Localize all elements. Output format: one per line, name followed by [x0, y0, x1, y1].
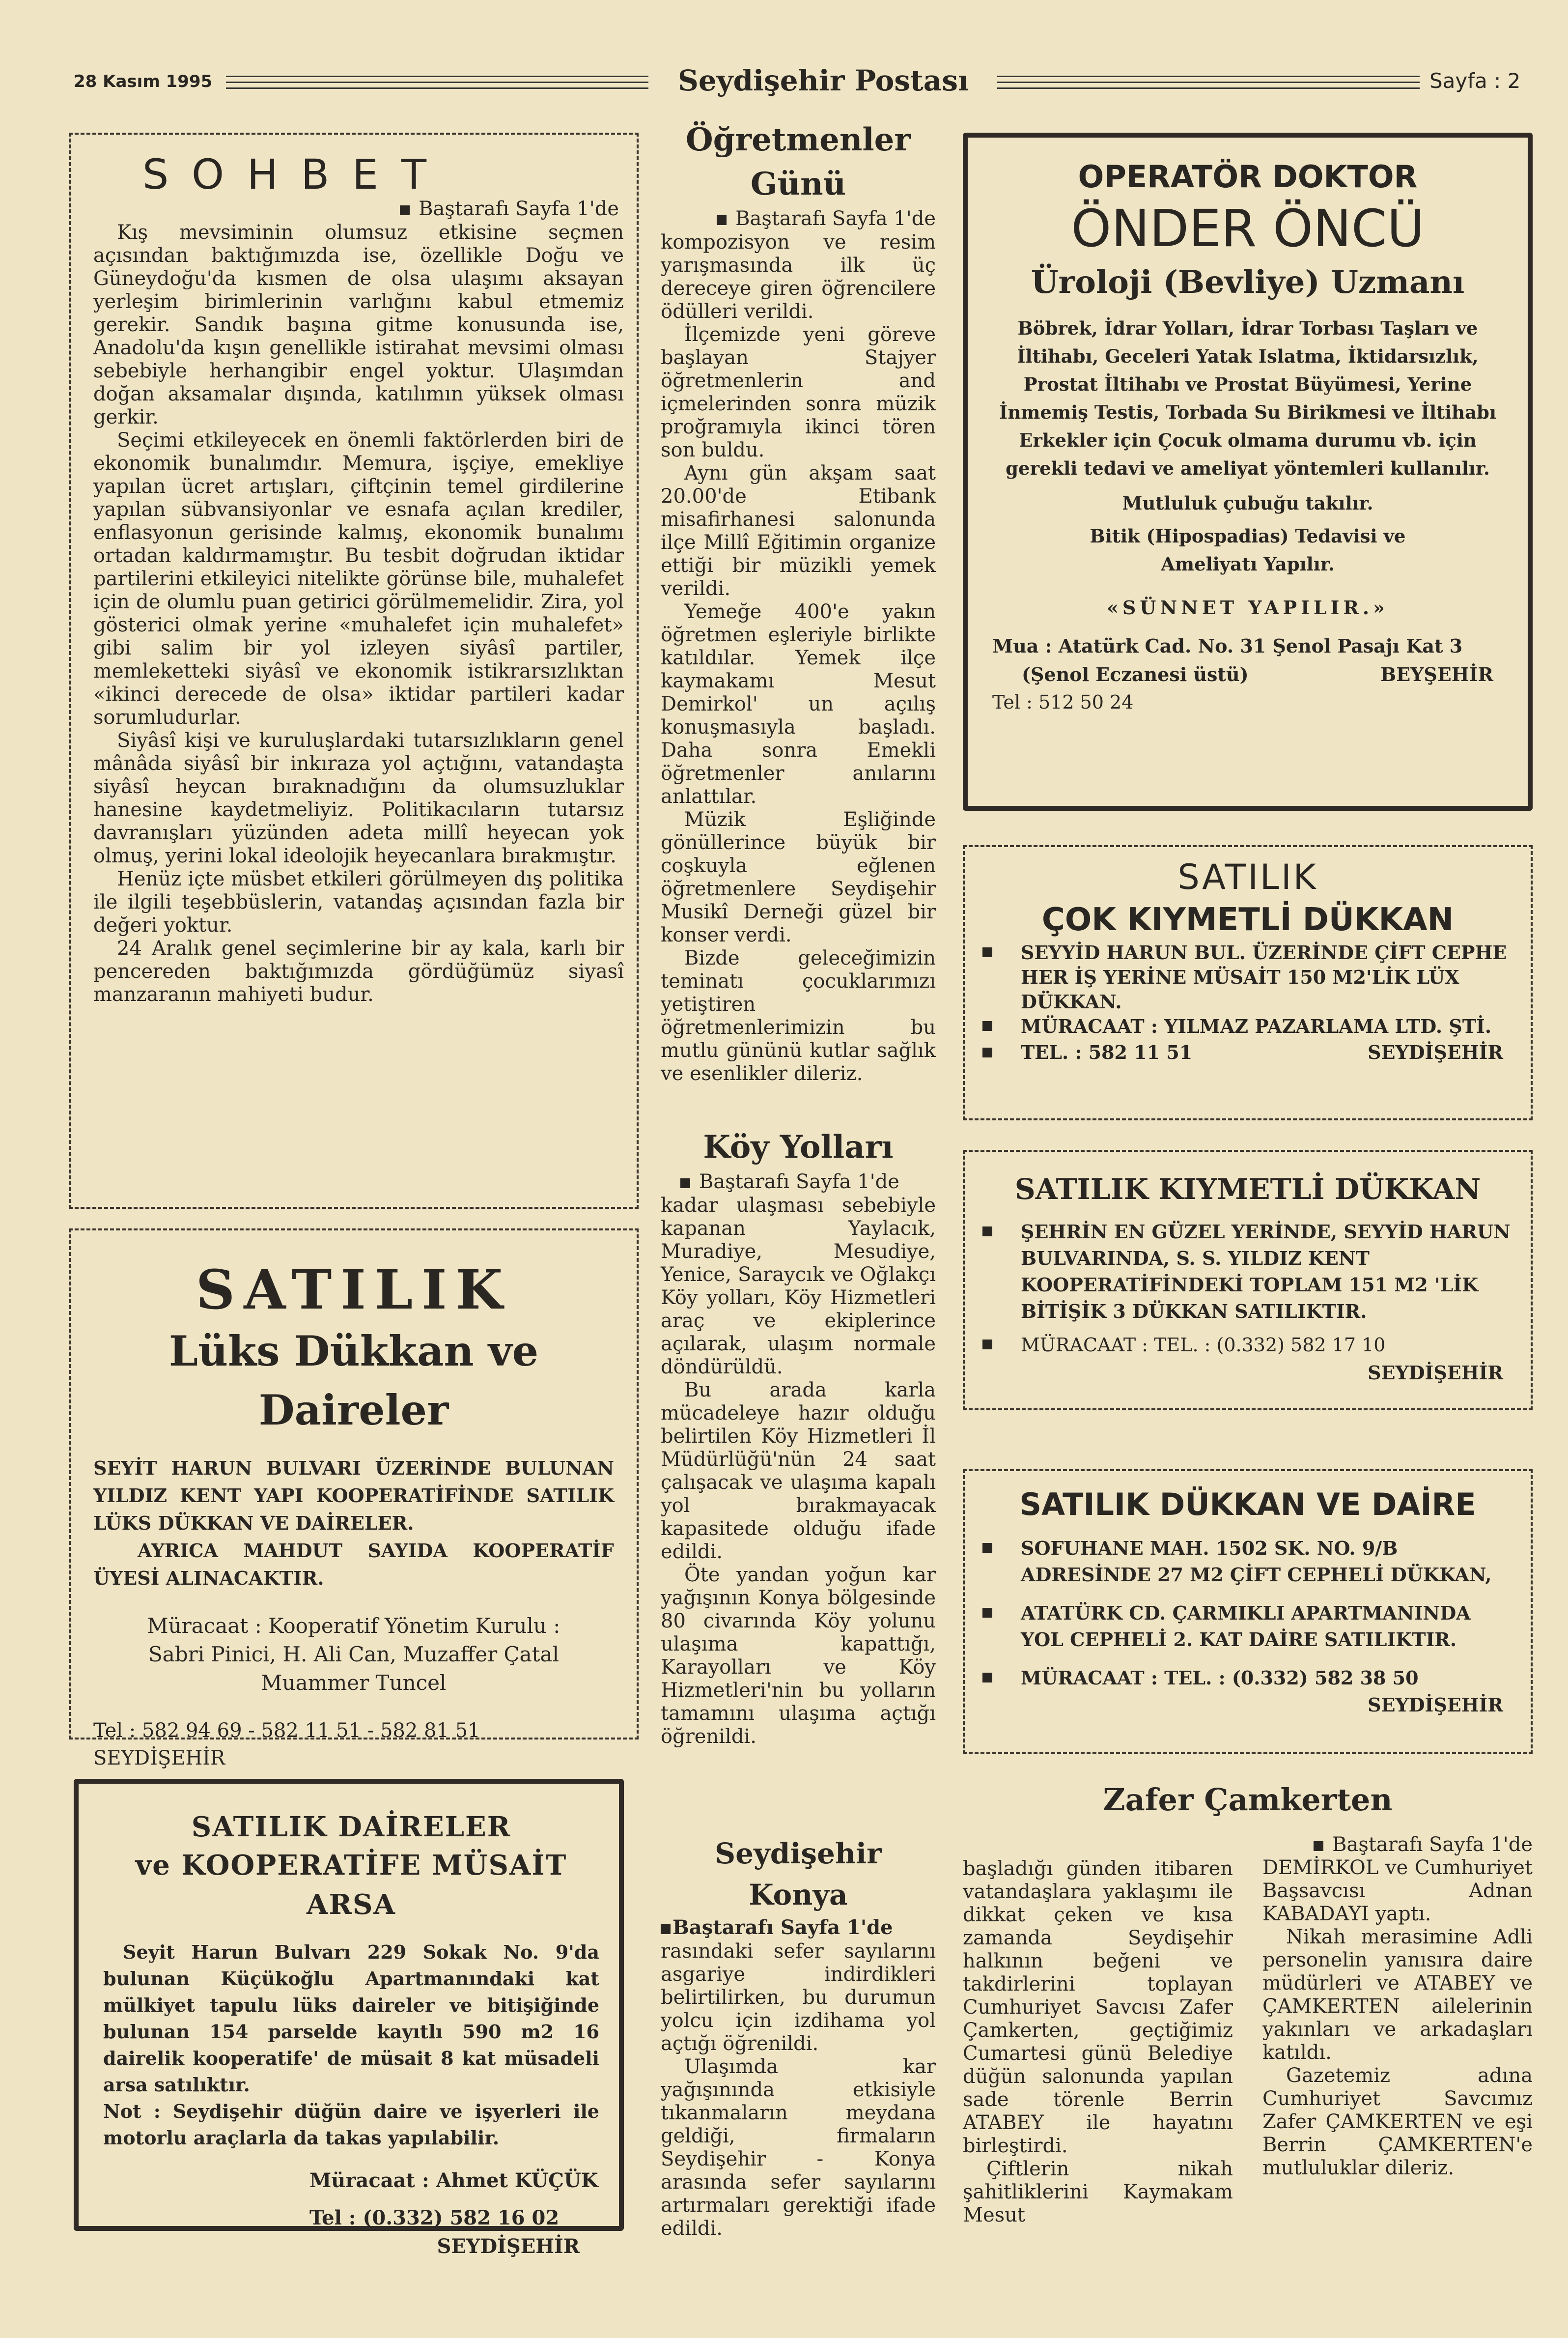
- seydisehir-konya-title: Seydişehir Konya: [715, 1837, 882, 1911]
- ad-daireler-note: Not : Seydişehir düğün daire ve işyerleri ile motorlu araçlarla da takas yapılabilir.: [103, 2100, 599, 2149]
- ad-kiymetli-dukkan-item1: ŞEHRİN EN GÜZEL YERİNDE, SEYYİD HARUN BULVARINDA, S. S. YILDIZ KENT KOOPERATİFİNDEKİ TOPLAM 151 M2 'LİK BİTİŞİK 3 DÜKKAN SATILIKTIR.: [982, 1219, 1513, 1325]
- ad-satilik-luks-title: SATILIK: [196, 1258, 512, 1321]
- masthead: [0, 64, 1568, 103]
- zafer-col2: [1262, 1833, 1533, 2180]
- sohbet-article: [93, 152, 624, 1006]
- ad-dukkan-daire-item1: SOFUHANE MAH. 1502 SK. NO. 9/B ADRESİNDE 27 M2 ÇİFT CEPHELİ DÜKKAN,: [982, 1535, 1513, 1588]
- ad-cok-kiymetli-item2: MÜRACAAT : YILMAZ PAZARLAMA LTD. ŞTİ.: [982, 1014, 1513, 1039]
- ad-daireler-city: SEYDİŞEHİR: [437, 2235, 580, 2258]
- masthead-rule-right-3: [997, 87, 1420, 89]
- masthead-date: 28 Kasım 1995: [74, 72, 213, 91]
- bullet-square-icon: [982, 1021, 992, 1031]
- zafer-paragraph: Çiftlerin nikah şahitliklerini Kaymakam Mesut: [963, 2158, 1233, 2226]
- bullet-square-icon: [680, 1178, 690, 1188]
- ad-doktor-tel: Tel : 512 50 24: [992, 691, 1134, 713]
- ogretmenler-paragraph: İlçemizde yeni göreve başlayan Stajyer öğretmenlerin and içmelerinden sonra müzik proğramıyla ikinci tören son buldu.: [661, 323, 936, 461]
- zafer-paragraph: Nikah merasimine Adli personelin yanısıra daire müdürleri ve ATABEY ve ÇAMKERTEN ailelerinin yakınları ve arkadaşları katıldı.: [1262, 1926, 1533, 2064]
- ad-kiymetli-dukkan-title: SATILIK KIYMETLİ DÜKKAN: [1014, 1172, 1481, 1206]
- seydisehir-konya-paragraph: rasındaki sefer sayılarını asgariye indirdikleri belirtilirken, bu durumun yolcu için izdihama yol açtığı öğrenildi.: [661, 1940, 936, 2055]
- ad-cok-kiymetli-item1: SEYYİD HARUN BUL. ÜZERİNDE ÇİFT CEPHE HER İŞ YERİNE MÜSAİT 150 M2'LİK LÜX DÜKKAN.: [982, 941, 1513, 1014]
- sohbet-continued: Baştarafı Sayfa 1'de: [93, 197, 619, 221]
- ad-satilik-luks-body2: AYRICA MAHDUT SAYIDA KOOPERATİF ÜYESİ ALINACAKTIR.: [93, 1540, 614, 1589]
- ad-cok-kiymetli-item3: TEL. : 582 11 51 SEYDİŞEHİR: [982, 1039, 1513, 1066]
- ad-dukkan-daire-title: SATILIK DÜKKAN VE DAİRE: [1019, 1486, 1476, 1522]
- sohbet-paragraph: Kış mevsiminin olumsuz etkisine seçmen açısından baktığımızda ise, özellikle Doğu ve Güneydoğu'da kısmen de olsa ulaşımı aksayan yerleşim birimlerinin varlığını kabul etmemiz gerekir. Sandık başına gitme konusunda ise, Anadolu'da kışın genellikle istirahat mevsimi olması sebebiyle herhangibir engel yoktur. Ulaşımdan doğan aksamalar dışında, katılımın yüksek olması gerkir.: [93, 221, 624, 428]
- ogretmenler-paragraph: Bizde geleceğimizin teminatı çocuklarımızı yetiştiren öğretmenlerimizin bu mutlu gününü kutlar sağlık ve esenlikler dileriz.: [661, 947, 936, 1085]
- ad-doktor-name: ÖNDER ÖNCÜ: [1071, 199, 1425, 258]
- seydisehir-konya-body: [661, 1940, 936, 2240]
- ad-doktor-specialty: Üroloji (Bevliye) Uzmanı: [1031, 264, 1465, 301]
- ad-satilik-luks-tel: Tel : 582 94 69 - 582 11 51 - 582 81 51 SEYDİŞEHİR: [93, 1719, 480, 1769]
- ad-kiymetli-dukkan-item2: MÜRACAAT : TEL. : (0.332) 582 17 10: [982, 1332, 1513, 1358]
- seydisehir-konya-continued: Baştarafı Sayfa 1'de: [661, 1915, 936, 1940]
- seydisehir-konya-paragraph: Ulaşımda kar yağışınında etkisiyle tıkanmaların meydana geldiği, firmaların Seydişehir - Konya arasında sefer sayılarını artırmaları gerektiği ifade edildi.: [661, 2055, 936, 2240]
- ad-cok-kiymetli: [982, 855, 1513, 1066]
- ad-dukkan-daire: [982, 1484, 1513, 1719]
- bullet-square-icon: [982, 1543, 992, 1553]
- ad-cok-kiymetli-subtitle: ÇOK KIYMETLİ DÜKKAN: [1041, 902, 1454, 938]
- masthead-rule-right: [997, 76, 1420, 77]
- zafer-col1: [963, 1857, 1233, 2227]
- ad-satilik-daireler: [103, 1808, 599, 2260]
- masthead-rule-left: [226, 76, 648, 77]
- zafer-article: [963, 1779, 1533, 1821]
- ad-doktor-address2: (Şenol Eczanesi üstü): [1022, 663, 1249, 685]
- koy-yollari-paragraph: Bu arada karla mücadeleye hazır olduğu belirtilen Köy Hizmetleri İl Müdürlüğü'nün 24 saat çalışacak ve ulaşıma kapalı yol bırakmayacak kapasitede olduğu ifade edildi.: [661, 1379, 936, 1563]
- bullet-square-icon: [982, 1608, 992, 1618]
- zafer-paragraph: DEMİRKOL ve Cumhuriyet Başsavcısı Adnan KABADAYI yaptı.: [1262, 1856, 1533, 1925]
- ad-cok-kiymetli-title: SATILIK: [1177, 857, 1318, 897]
- ad-satilik-luks-subtitle: Lüks Dükkan ve Daireler: [168, 1327, 539, 1434]
- ad-daireler-body: Seyit Harun Bulvarı 229 Sokak No. 9'da bulunan Küçükoğlu Apartmanındaki kat mülkiyet tapulu lüks daireler ve bitişiğinde bulunan 154 parselde kayıtlı 590 m2 16 dairelik kooperatife' de müsait 8 kat müsadeli arsa satılıktır.: [103, 1941, 599, 2096]
- ad-satilik-luks-body1: SEYİT HARUN BULVARI ÜZERİNDE BULUNAN YILDIZ KENT YAPI KOOPERATİFİNDE SATILIK LÜKS DÜKKAN VE DAİRELER.: [93, 1457, 614, 1534]
- ad-doktor: [992, 157, 1503, 716]
- ad-cok-kiymetli-city: SEYDİŞEHİR: [1368, 1041, 1503, 1063]
- sohbet-paragraph: 24 Aralık genel seçimlerine bir ay kala, karlı bir pencereden baktığımızda gördüğümüz siyasî manzaranın mahiyeti budur.: [93, 937, 624, 1006]
- ogretmenler-paragraph: Müzik Eşliğinde gönüllerince büyük bir coşkuyla eğlenen öğretmenlere Seydişehir Musikî Derneği güzel bir konser verdi.: [661, 808, 936, 946]
- ad-doktor-line2: Bitik (Hipospadias) Tedavisi ve Ameliyatı Yapılır.: [1090, 525, 1406, 575]
- ad-dukkan-daire-item3: MÜRACAAT : TEL. : (0.332) 582 38 50: [982, 1665, 1513, 1691]
- masthead-rule-left-2: [226, 82, 648, 83]
- zafer-paragraph: Gazetemiz adına Cumhuriyet Savcımız Zafer ÇAMKERTEN ve eşi Berrin ÇAMKERTEN'e mutluluklar dileriz.: [1262, 2064, 1533, 2179]
- ad-kiymetli-dukkan: [982, 1169, 1513, 1388]
- seydisehir-konya-article: [661, 1833, 936, 2240]
- bullet-square-icon: [982, 1226, 992, 1236]
- ogretmenler-title: Öğretmenler Günü: [685, 121, 911, 202]
- bullet-square-icon: [400, 205, 410, 215]
- ad-kiymetli-dukkan-city: SEYDİŞEHİR: [1368, 1362, 1503, 1384]
- ad-doktor-address-line: [992, 661, 1503, 688]
- koy-yollari-paragraph: Öte yandan yoğun kar yağışının Konya bölgesinde 80 civarında Köy yolunu ulaşıma kapattığı, Karayolları ve Köy Hizmetleri'nin bu yolların tamamını ulaşıma açtığı öğrenildi.: [661, 1564, 936, 1748]
- ad-daireler-title1: SATILIK DAİRELER: [191, 1811, 511, 1843]
- koy-yollari-continued: Baştarafı Sayfa 1'de: [680, 1169, 936, 1194]
- zafer-paragraph: başladığı günden itibaren vatandaşlara yaklaşımı ile dikkat çeken ve kısa zamanda Seydişehir halkının beğeni ve takdirlerini toplayan Cumhuriyet Savcısı Zafer Çamkerten, geçtiğimiz Cumartesi günü Belediye düğün salonunda yapılan sade törenle Berrin ATABEY ile hayatını birleştirdi.: [963, 1857, 1233, 2157]
- ad-daireler-contact: Müracaat : Ahmet KÜÇÜK: [309, 2169, 598, 2192]
- koy-yollari-body: [661, 1194, 936, 1748]
- sohbet-paragraph: Siyâsî kişi ve kuruluşlardaki tutarsızlıkların genel mânâda siyâsî bir inkıraza yol açtığını, vatandaşta siyâsî heycan bıraknadığını da olumsuzluklar hanesine kaydetmeliyiz. Politikacıların tutarsız davranışları yüzünden adeta millî heyecan yok olmuş, yerini lokal ideolojik heyecanlara bırakmıştır.: [93, 729, 624, 867]
- ogretmenler-paragraph: Yemeğe 400'e yakın öğretmen eşleriyle birlikte katıldılar. Yemek ilçe kaymakamı Mesut Demirkol' un açılış konuşmasıyla başladı. Daha sonra Emekli öğretmenler anılarını anlattılar.: [661, 600, 936, 808]
- bullet-square-icon: [1314, 1841, 1323, 1851]
- koy-yollari-article: [661, 1125, 936, 1748]
- masthead-rule-right-2: [997, 82, 1420, 83]
- ad-satilik-luks-contact: Müracaat : Kooperatif Yönetim Kurulu : Sabri Pinici, H. Ali Can, Muzaffer Çatal Muammer Tuncel: [147, 1614, 560, 1695]
- bullet-square-icon: [661, 1924, 671, 1934]
- ad-doktor-title: OPERATÖR DOKTOR: [1078, 159, 1418, 195]
- ad-doktor-city: BEYŞEHİR: [1380, 663, 1493, 685]
- ogretmenler-paragraph: Aynı gün akşam saat 20.00'de Etibank misafirhanesi salonunda ilçe Millî Eğitimin organize ettiği bir müzikli yemek verildi.: [661, 462, 936, 600]
- bullet-square-icon: [982, 947, 992, 957]
- sohbet-title: S O H B E T: [142, 150, 432, 199]
- ad-dukkan-daire-item2: ATATÜRK CD. ÇARMIKLI APARTMANINDA YOL CEPHELİ 2. KAT DAİRE SATILIKTIR.: [982, 1600, 1513, 1653]
- ad-satilik-luks: [93, 1258, 614, 1772]
- ad-doktor-sunnet: «SÜNNET YAPILIR.»: [1107, 597, 1389, 619]
- masthead-paper-name: Seydişehir Postası: [678, 64, 969, 97]
- ogretmenler-article: [661, 118, 936, 1085]
- koy-yollari-title: Köy Yolları: [703, 1129, 894, 1166]
- ad-daireler-tel: Tel : (0.332) 582 16 02: [309, 2206, 560, 2229]
- zafer-continued: Baştarafı Sayfa 1'de: [1262, 1833, 1533, 1856]
- ogretmenler-paragraph: kompozisyon ve resim yarışmasında ilk üç dereceye giren öğrencilere ödülleri verildi.: [661, 231, 936, 323]
- bullet-square-icon: [982, 1673, 992, 1682]
- ogretmenler-continued: Baştarafı Sayfa 1'de: [661, 206, 936, 231]
- sohbet-body: [93, 221, 624, 1006]
- ad-dukkan-daire-city: SEYDİŞEHİR: [1368, 1694, 1503, 1716]
- sohbet-paragraph: Henüz içte müsbet etkileri görülmeyen dış politika ile ilgili teşebbüslerin, vatandaş açısından fazla bir değeri yoktur.: [93, 868, 624, 937]
- zafer-title: Zafer Çamkerten: [1103, 1782, 1393, 1818]
- bullet-square-icon: [717, 215, 727, 225]
- masthead-page-label: Sayfa : 2: [1429, 69, 1521, 93]
- ad-daireler-title2: ve KOOPERATİFE MÜSAİT ARSA: [135, 1849, 567, 1921]
- ad-doktor-address: Mua : Atatürk Cad. No. 31 Şenol Pasajı Kat 3: [992, 635, 1463, 657]
- sohbet-paragraph: Seçimi etkileyecek en önemli faktörlerden biri de ekonomik bunalımdır. Memura, işçiye, emekliye yapılan ücret artışları, çiftçinin temel girdilerine yapılan sübvansiyonlar ve esnafa açılan krediler, enflasyonun gerisinde kalmış, ekonomik bunalımı ortadan kaldırmamıştır. Bu tesbit doğrudan iktidar partilerini etkileyici nitelikte görünse bile, muhalefet için de olumlu puan getirici görülmemelidir. Zira, yol gösterici olmak yerine «muhalefet için muhalefet» gibi salim bir yol izleyen siyâsî partiler, memleketteki siyâsî ve ekonomik istikrarsızlıktan «ikinci derecede de olsa» iktidar partileri kadar sorumludurlar.: [93, 429, 624, 729]
- ad-doktor-body: Böbrek, İdrar Yolları, İdrar Torbası Taşları ve İltihabı, Geceleri Yatak Islatma, İktidarsızlık, Prostat İltihabı ve Prostat Büyümesi, Yerine İnmemiş Testis, Torbada Su Birikmesi ve İltihabı Erkekler için Çocuk olmama durumu vb. için gerekli tedavi ve ameliyat yöntemleri kullanılır.: [999, 317, 1496, 479]
- ad-doktor-line1: Mutluluk çubuğu takılır.: [1122, 492, 1373, 514]
- bullet-square-icon: [982, 1048, 992, 1057]
- masthead-rule-left-3: [226, 87, 648, 89]
- bullet-square-icon: [982, 1340, 992, 1349]
- ogretmenler-body: [661, 231, 936, 1085]
- koy-yollari-paragraph: kadar ulaşması sebebiyle kapanan Yaylacık, Muradiye, Mesudiye, Yenice, Saraycık ve Oğlakçı Köy yolları, Köy Hizmetleri araç ve ekiplerince açılarak, ulaşım normale döndürüldü.: [661, 1194, 936, 1378]
